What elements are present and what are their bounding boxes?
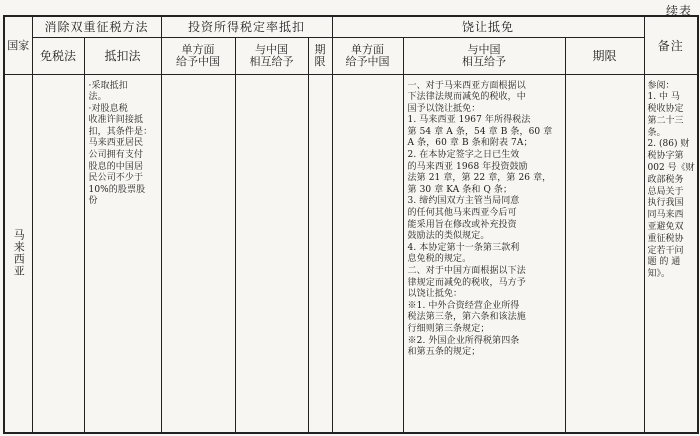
header-unilateral-investment: 单方面 给予中国 — [161, 37, 235, 74]
sparing-line: 一、对于马来西亚方面根据以 — [407, 80, 526, 91]
remarks-line: 条。 — [647, 127, 666, 138]
credit-line: ·对股息税 — [88, 103, 128, 114]
sparing-line: 以饶让抵免： — [407, 289, 463, 300]
remarks-text — [645, 75, 698, 282]
credit-cell — [84, 74, 161, 433]
remarks-line: 定若干问 — [647, 245, 684, 256]
remarks-cell — [644, 74, 698, 433]
sparing-line: 息免税的规定。 — [407, 254, 472, 265]
remarks-line: 税收协定 — [647, 104, 684, 115]
sparing-line: 法第 21 章，第 22 章，第 26 章， — [407, 173, 552, 184]
remarks-line: 亚避免双 — [647, 222, 684, 233]
sparing-line: 第 54 章 A 条，54 章 B 条，60 章 — [407, 126, 553, 137]
header-remarks: 备注 — [644, 16, 698, 74]
header-term-investment: 期 限 — [308, 37, 332, 74]
header-elimination-method: 消除双重征税方法 — [32, 16, 161, 37]
continuation-label: 续表 — [665, 4, 692, 18]
sparing-line: A 条，60 章 B 条和附表 7A； — [407, 138, 533, 149]
sparing-line: 律规定而减免的税收，马方予 — [407, 277, 526, 288]
sparing-line: 的马来西亚 1968 年投资鼓励 — [407, 161, 528, 172]
credit-line: 收准许间接抵 — [88, 115, 144, 126]
sparing-line: 第 30 章 KA 条和 Q 条； — [407, 184, 513, 195]
header-mutual-investment: 与中国 相互给予 — [235, 37, 308, 74]
header-unilateral-sparing: 单方面 给予中国 — [332, 37, 403, 74]
credit-line: 民公司不少于 — [88, 173, 144, 184]
remarks-line: 政部税务 — [647, 174, 684, 185]
remarks-line: 2. (86) 财 — [647, 139, 690, 150]
country-name: 马来西亚 — [12, 229, 26, 278]
sparing-line: 2. 在本协定签字之日已生效 — [407, 150, 520, 161]
remarks-line: 第二十三 — [647, 115, 684, 126]
mutual-sparing-cell — [403, 74, 565, 433]
sparing-line: 和第五条的规定； — [407, 347, 481, 358]
header-tax-sparing: 饶让抵免 — [332, 16, 644, 37]
term-sparing-cell — [565, 74, 644, 433]
credit-line: 公司拥有支付 — [88, 150, 144, 161]
sparing-line: 二、对于中国方面根据以下法 — [407, 266, 526, 276]
remarks-line: 知》。 — [647, 269, 671, 280]
credit-line: 股息的中国居 — [88, 161, 144, 172]
sparing-line: ※1. 中外合资经营企业所得 — [407, 300, 520, 311]
remarks-line: 题 的 通 — [647, 257, 681, 268]
remarks-line: 执行我国 — [647, 198, 684, 209]
tax-sparing-text — [404, 75, 565, 359]
credit-line: ·采取抵扣 — [88, 80, 128, 91]
unilateral-sparing-cell — [332, 74, 403, 433]
header-country: 国家 — [4, 16, 32, 74]
sparing-line: 税法第三条，第六条和该法施 — [407, 312, 526, 323]
credit-line: 法。 — [88, 92, 107, 103]
remarks-line: 重征税协 — [647, 233, 684, 244]
mutual-investment-cell — [235, 74, 308, 433]
header-mutual-sparing: 与中国 相互给予 — [403, 37, 565, 74]
sparing-line: 1. 马来西亚 1967 年所得税法 — [407, 115, 531, 126]
remarks-line: 税协字第 — [647, 151, 684, 162]
sparing-line: 下法律法规而减免的税收，中 — [407, 92, 526, 103]
remarks-line: 同马来西 — [647, 210, 684, 221]
sparing-line: 3. 缔约国双方主管当局同意 — [407, 196, 520, 207]
unilateral-investment-cell — [161, 74, 235, 433]
sparing-line: 行细则第三条规定； — [407, 323, 490, 334]
credit-line: 份 — [88, 196, 98, 207]
header-investment-credit: 投资所得税定率抵扣 — [161, 16, 332, 37]
sparing-line: 4. 本协定第十一条第三款利 — [407, 242, 520, 253]
remarks-line: 002 号《财 — [647, 163, 695, 174]
remarks-line: 参阅： — [647, 80, 675, 91]
remarks-line: 1. 中 马 — [647, 92, 680, 103]
country-cell — [4, 74, 32, 433]
remarks-line: 总局关于 — [647, 186, 684, 197]
credit-line: 马来西亚居民 — [88, 138, 144, 149]
credit-line: 10%的股票股 — [88, 184, 146, 195]
sparing-line: 能采用旨在修改或补充投资 — [407, 219, 517, 230]
term-investment-cell — [308, 74, 332, 433]
header-term-sparing: 期限 — [565, 37, 644, 74]
credit-line: 扣，其条件是： — [88, 126, 153, 137]
sparing-line: 鼓励法的类似规定。 — [407, 231, 490, 242]
credit-method-text — [85, 75, 161, 209]
exemption-cell — [32, 74, 84, 433]
sparing-line: 国予以饶让抵免： — [407, 103, 481, 114]
sparing-line: ※2. 外国企业所得税第四条 — [407, 335, 520, 346]
sparing-line: 的任何其他马来西亚今后可 — [407, 208, 517, 219]
tax-treaty-table — [3, 15, 699, 434]
header-exemption: 免税法 — [32, 37, 84, 74]
header-credit: 抵扣法 — [84, 37, 161, 74]
